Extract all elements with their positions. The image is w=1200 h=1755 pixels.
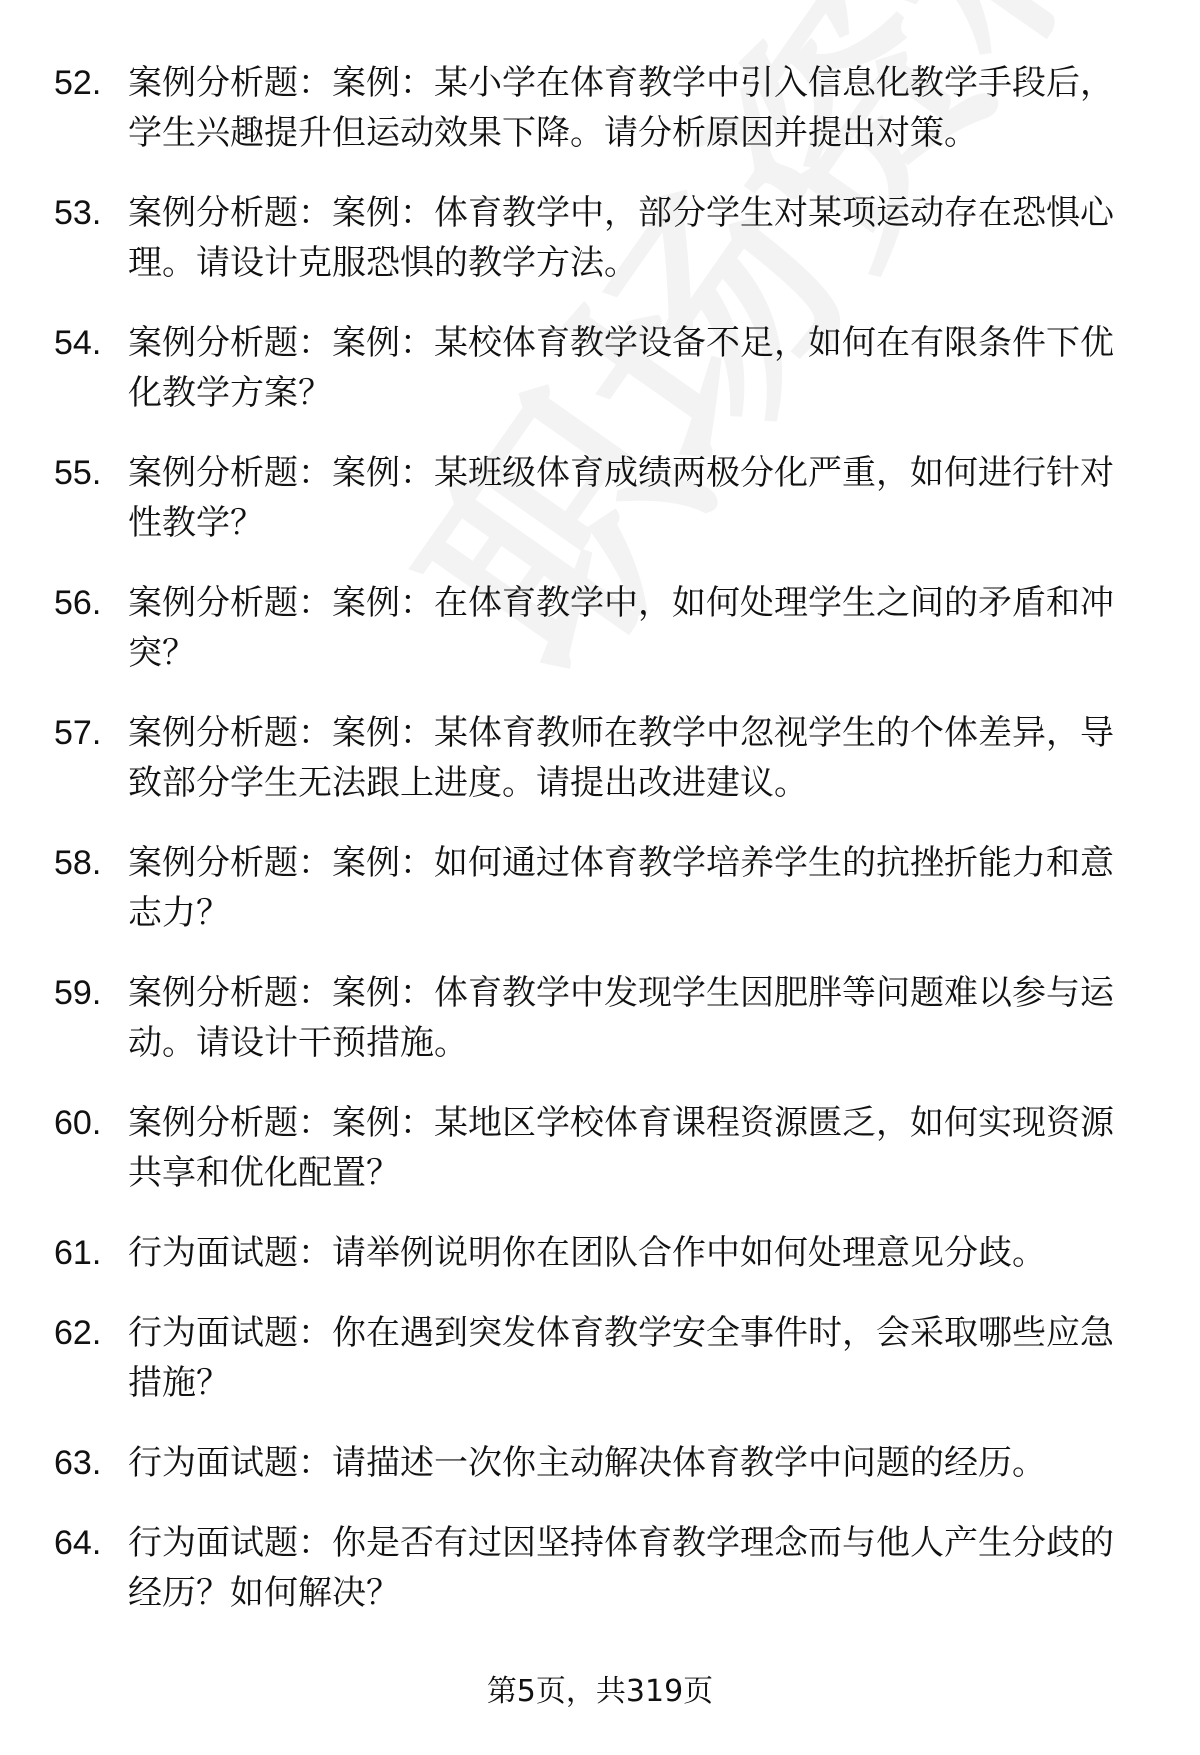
- question-text: 行为面试题：你是否有过因坚持体育教学理念而与他人产生分歧的经历？如何解决？: [128, 1523, 1114, 1613]
- question-item: [0, 188, 1200, 288]
- question-number: 52.: [54, 64, 102, 102]
- question-item: [0, 708, 1200, 808]
- question-number: 59.: [54, 974, 102, 1012]
- question-item: [0, 1228, 1200, 1278]
- question-number: 58.: [54, 844, 102, 882]
- question-item: [0, 58, 1200, 158]
- question-text: 案例分析题：案例：某小学在体育教学中引入信息化教学手段后，学生兴趣提升但运动效果下降。请分析原因并提出对策。: [128, 63, 1114, 153]
- question-text: 案例分析题：案例：某地区学校体育课程资源匮乏，如何实现资源共享和优化配置？: [128, 1103, 1114, 1193]
- question-item: [0, 1438, 1200, 1488]
- question-item: [0, 448, 1200, 548]
- question-text: 行为面试题：请描述一次你主动解决体育教学中问题的经历。: [128, 1443, 1046, 1483]
- question-number: 54.: [54, 324, 102, 362]
- question-list: [0, 58, 1200, 1648]
- question-text: 案例分析题：案例：某班级体育成绩两极分化严重，如何进行针对性教学？: [128, 453, 1114, 543]
- page-footer: 第5页，共319页: [486, 1674, 714, 1709]
- question-item: [0, 318, 1200, 418]
- question-number: 56.: [54, 584, 102, 622]
- question-item: [0, 578, 1200, 678]
- question-text: 行为面试题：你在遇到突发体育教学安全事件时，会采取哪些应急措施？: [128, 1313, 1114, 1403]
- question-number: 60.: [54, 1104, 102, 1142]
- question-number: 64.: [54, 1524, 102, 1562]
- question-item: [0, 1308, 1200, 1408]
- question-text: 案例分析题：案例：体育教学中发现学生因肥胖等问题难以参与运动。请设计干预措施。: [128, 973, 1114, 1063]
- question-text: 案例分析题：案例：在体育教学中，如何处理学生之间的矛盾和冲突？: [128, 583, 1114, 673]
- question-number: 63.: [54, 1444, 102, 1482]
- question-text: 案例分析题：案例：某校体育教学设备不足，如何在有限条件下优化教学方案？: [128, 323, 1114, 413]
- question-number: 53.: [54, 194, 102, 232]
- question-number: 57.: [54, 714, 102, 752]
- question-number: 55.: [54, 454, 102, 492]
- question-item: [0, 838, 1200, 938]
- question-text: 案例分析题：案例：体育教学中，部分学生对某项运动存在恐惧心理。请设计克服恐惧的教学方法。: [128, 193, 1114, 283]
- question-number: 62.: [54, 1314, 102, 1352]
- question-text: 行为面试题：请举例说明你在团队合作中如何处理意见分歧。: [128, 1233, 1046, 1273]
- question-number: 61.: [54, 1234, 102, 1272]
- question-text: 案例分析题：案例：如何通过体育教学培养学生的抗挫折能力和意志力？: [128, 843, 1114, 933]
- question-item: [0, 1518, 1200, 1618]
- question-item: [0, 968, 1200, 1068]
- question-item: [0, 1098, 1200, 1198]
- question-text: 案例分析题：案例：某体育教师在教学中忽视学生的个体差异，导致部分学生无法跟上进度。请提出改进建议。: [128, 713, 1114, 803]
